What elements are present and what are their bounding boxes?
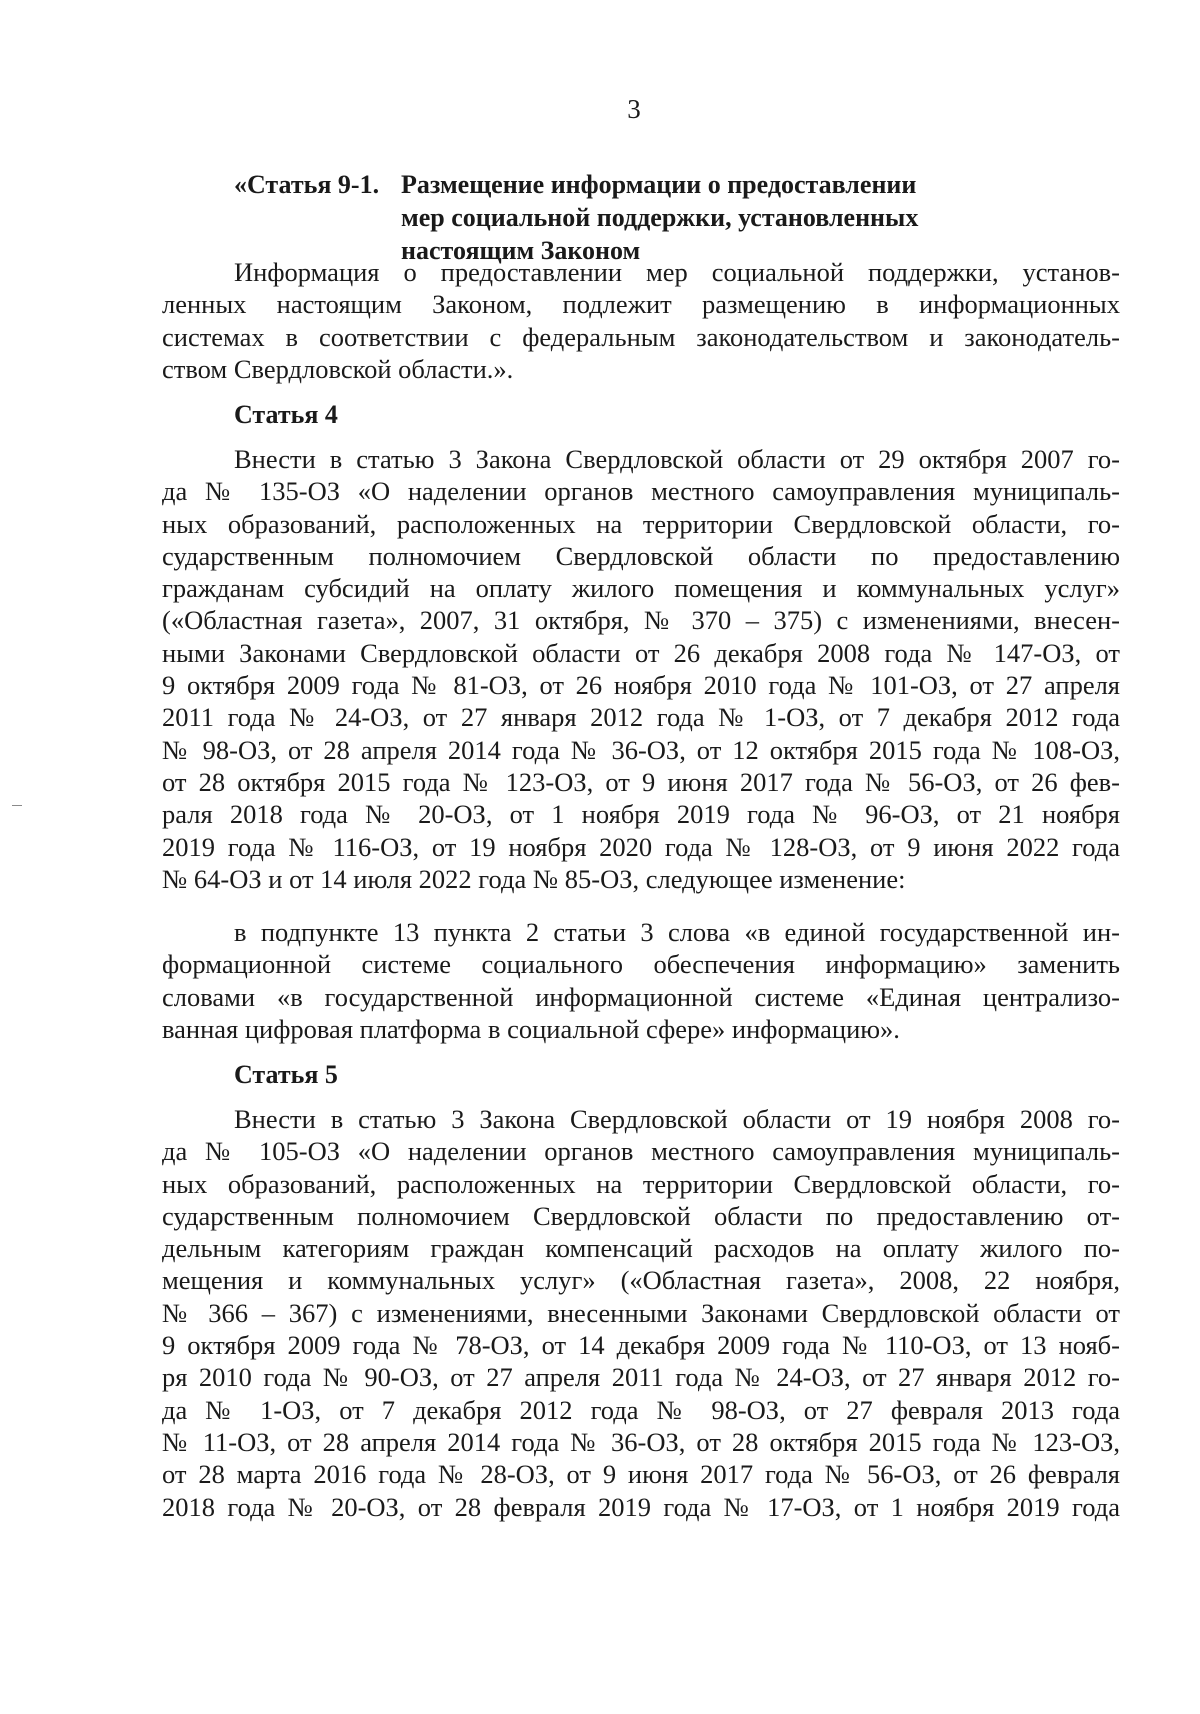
body-line: раля 2018 года № 20-ОЗ, от 1 ноября 2019 года № 96-ОЗ, от 21 ноября — [162, 799, 1120, 830]
article-9-1-heading — [234, 168, 1054, 267]
body-line: № 11-ОЗ, от 28 апреля 2014 года № 36-ОЗ, от 28 октября 2015 года № 123-ОЗ, — [162, 1426, 1120, 1457]
body-line: да № 1-ОЗ, от 7 декабря 2012 года № 98-ОЗ, от 27 февраля 2013 года — [162, 1394, 1120, 1425]
body-line: ных образований, расположенных на территории Свердловской области, го- — [162, 1168, 1120, 1199]
body-line: сударственным полномочием Свердловской области по предоставлению от- — [162, 1200, 1120, 1231]
body-line: ными Законами Свердловской области от 26 декабря 2008 года № 147-ОЗ, от — [162, 637, 1120, 668]
body-line: словами «в государственной информационной системе «Единая централизо- — [162, 981, 1120, 1012]
heading-prefix: «Статья 9-1. — [234, 170, 380, 199]
body-line: формационной системе социального обеспечения информацию» заменить — [162, 949, 1120, 980]
body-line: 9 октября 2009 года № 81-ОЗ, от 26 ноября 2010 года № 101-ОЗ, от 27 апреля — [162, 670, 1120, 701]
body-line: № 98-ОЗ, от 28 апреля 2014 года № 36-ОЗ, от 12 октября 2015 года № 108-ОЗ, — [162, 734, 1120, 765]
body-line: да № 105-ОЗ «О наделении органов местного самоуправления муниципаль- — [162, 1136, 1120, 1167]
heading-line-1 — [234, 168, 1054, 201]
article-5-paragraph-1 — [162, 1103, 1120, 1523]
heading-line-1-text: Размещение информации о предоставлении — [401, 170, 917, 199]
body-line: Внести в статью 3 Закона Свердловской области от 19 ноября 2008 го- — [234, 1104, 1120, 1134]
body-line: сударственным полномочием Свердловской области по предоставлению — [162, 540, 1120, 571]
article-5-title: Статья 5 — [234, 1060, 338, 1089]
body-line: ря 2010 года № 90-ОЗ, от 27 апреля 2011 года № 24-ОЗ, от 27 января 2012 го- — [162, 1362, 1120, 1393]
body-line: («Областная газета», 2007, 31 октября, № 370 – 375) с изменениями, внесен- — [162, 605, 1120, 636]
body-line: № 366 – 367) с изменениями, внесенными Законами Свердловской области от — [162, 1297, 1120, 1328]
body-line: мещения и коммунальных услуг» («Областная газета», 2008, 22 ноября, — [162, 1265, 1120, 1296]
body-line: дельным категориям граждан компенсаций расходов на оплату жилого по- — [162, 1233, 1120, 1264]
body-line: ных образований, расположенных на территории Свердловской области, го- — [162, 508, 1120, 539]
article-4-paragraph-2 — [162, 916, 1120, 1045]
body-line: от 28 марта 2016 года № 28-ОЗ, от 9 июня 2017 года № 56-ОЗ, от 26 февраля — [162, 1459, 1120, 1490]
body-line: да № 135-ОЗ «О наделении органов местного самоуправления муниципаль- — [162, 476, 1120, 507]
body-line: 9 октября 2009 года № 78-ОЗ, от 14 декабря 2009 года № 110-ОЗ, от 13 нояб- — [162, 1330, 1120, 1361]
body-line: от 28 октября 2015 года № 123-ОЗ, от 9 июня 2017 года № 56-ОЗ, от 26 фев- — [162, 766, 1120, 797]
body-line: ленных настоящим Законом, подлежит размещению в информационных — [162, 289, 1120, 320]
body-line: системах в соответствии с федеральным законодательством и законодатель- — [162, 321, 1120, 352]
article-9-1-body — [162, 256, 1120, 385]
body-line: ванная цифровая платформа в социальной сфере» информацию». — [162, 1013, 900, 1044]
body-line: № 64-ОЗ и от 14 июля 2022 года № 85-ОЗ, следующее изменение: — [162, 863, 906, 894]
body-line: 2011 года № 24-ОЗ, от 27 января 2012 года № 1-ОЗ, от 7 декабря 2012 года — [162, 702, 1120, 733]
heading-line-2: мер социальной поддержки, установленных — [401, 203, 919, 232]
body-line: ством Свердловской области.». — [162, 353, 514, 384]
scan-artifact — [12, 805, 22, 806]
body-line: гражданам субсидий на оплату жилого помещения и коммунальных услуг» — [162, 573, 1120, 604]
article-4-paragraph-1 — [162, 443, 1120, 895]
page-number: 3 — [627, 94, 641, 124]
body-line: 2019 года № 116-ОЗ, от 19 ноября 2020 года № 128-ОЗ, от 9 июня 2022 года — [162, 831, 1120, 862]
heading-line-3: настоящим Законом — [401, 236, 641, 265]
body-line: Внести в статью 3 Закона Свердловской области от 29 октября 2007 го- — [234, 444, 1120, 474]
body-line: Информация о предоставлении мер социальной поддержки, установ- — [234, 257, 1120, 287]
article-4-title: Статья 4 — [234, 400, 338, 429]
body-line: 2018 года № 20-ОЗ, от 28 февраля 2019 года № 17-ОЗ, от 1 ноября 2019 года — [162, 1491, 1120, 1522]
body-line: в подпункте 13 пункта 2 статьи 3 слова «в единой государственной ин- — [234, 917, 1120, 947]
